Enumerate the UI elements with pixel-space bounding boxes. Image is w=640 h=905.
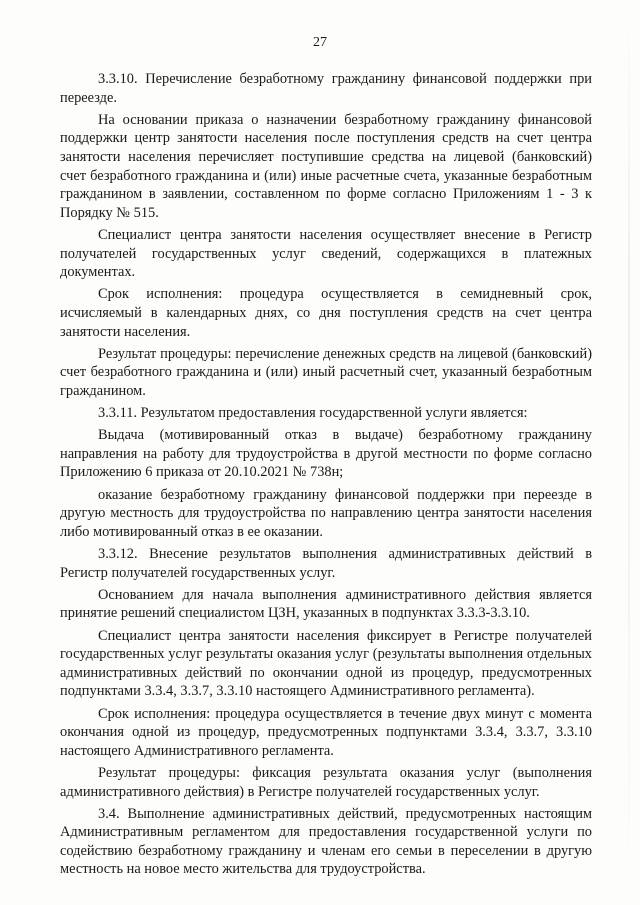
paragraph: Выдача (мотивированный отказ в выдаче) безработному гражданину направления на работу для трудоустройства в другой местности по форме согласно Приложению 6 приказа от 20.10.2021 № 738н; (60, 427, 592, 481)
paragraph: Специалист центра занятости населения осуществляет внесение в Регистр получателей государственных услуг сведений, содержащихся в платежных документах. (60, 226, 592, 281)
paragraph: Результат процедуры: фиксация результата оказания услуг (выполнения административного действия) в Регистре получателей государственных услуг. (60, 764, 592, 800)
paragraph: Основанием для начала выполнения административного действия является принятие решений специалистом ЦЗН, указанных в подпунктах 3.3.3-3.3.10. (60, 586, 592, 622)
paragraph: На основании приказа о назначении безработному гражданину финансовой поддержки центр занятости населения после поступления средств на счет центра занятости населения перечисляет поступившие средства на лицевой (банковский) счет безработного гражданина и (или) иные расчетные счета, указанные безработным гражданином в заявлении, составленном по форме согласно Приложениям 1 - 3 к Порядку № 515. (60, 111, 592, 221)
paragraph: Специалист центра занятости населения фиксирует в Регистре получателей государственных услуг результаты оказания услуг (результаты выполнения отдельных административных действий по окончании одной из процедур, предусмотренных подпунктами 3.3.4, 3.3.7, 3.3.10 настоящего Административного регламента). (60, 627, 592, 700)
paragraph-3-4-heading: 3.4. Выполнение административных действий, предусмотренных настоящим Административным регламентом для предоставления государственной услуги по содействию безработному гражданину и членам его семьи в переселении в другую местность на новое место жительства для трудоустройства. (60, 805, 592, 878)
paragraph: Результат процедуры: перечисление денежных средств на лицевой (банковский) счет безработного гражданина и (или) иный расчетный счет, указанный безработным гражданином. (60, 345, 592, 399)
paragraph: Срок исполнения: процедура осуществляется в семидневный срок, исчисляемый в календарных днях, со дня поступления средств на счет центра занятости населения. (60, 286, 592, 340)
scan-edge-shadow (628, 0, 630, 905)
paragraph: Срок исполнения: процедура осуществляется в течение двух минут с момента окончания одной из процедур, предусмотренных подпунктами 3.3.4, 3.3.7, 3.3.10 настоящего Административного регламента. (60, 705, 592, 759)
paragraph: оказание безработному гражданину финансовой поддержки при переезде в другую местность для трудоустройства по направлению центра занятости населения либо мотивированный отказ в ее оказании. (60, 486, 592, 540)
paragraph-3-3-11-heading: 3.3.11. Результатом предоставления государственной услуги является: (98, 405, 528, 422)
document-body (60, 70, 592, 883)
paragraph-3-3-12-heading: 3.3.12. Внесение результатов выполнения административных действий в Регистр получателей государственных услуг. (60, 546, 592, 581)
paragraph-3-3-10-heading: 3.3.10. Перечисление безработному гражданину финансовой поддержки при переезде. (60, 71, 592, 106)
page-number: 27 (313, 35, 327, 50)
